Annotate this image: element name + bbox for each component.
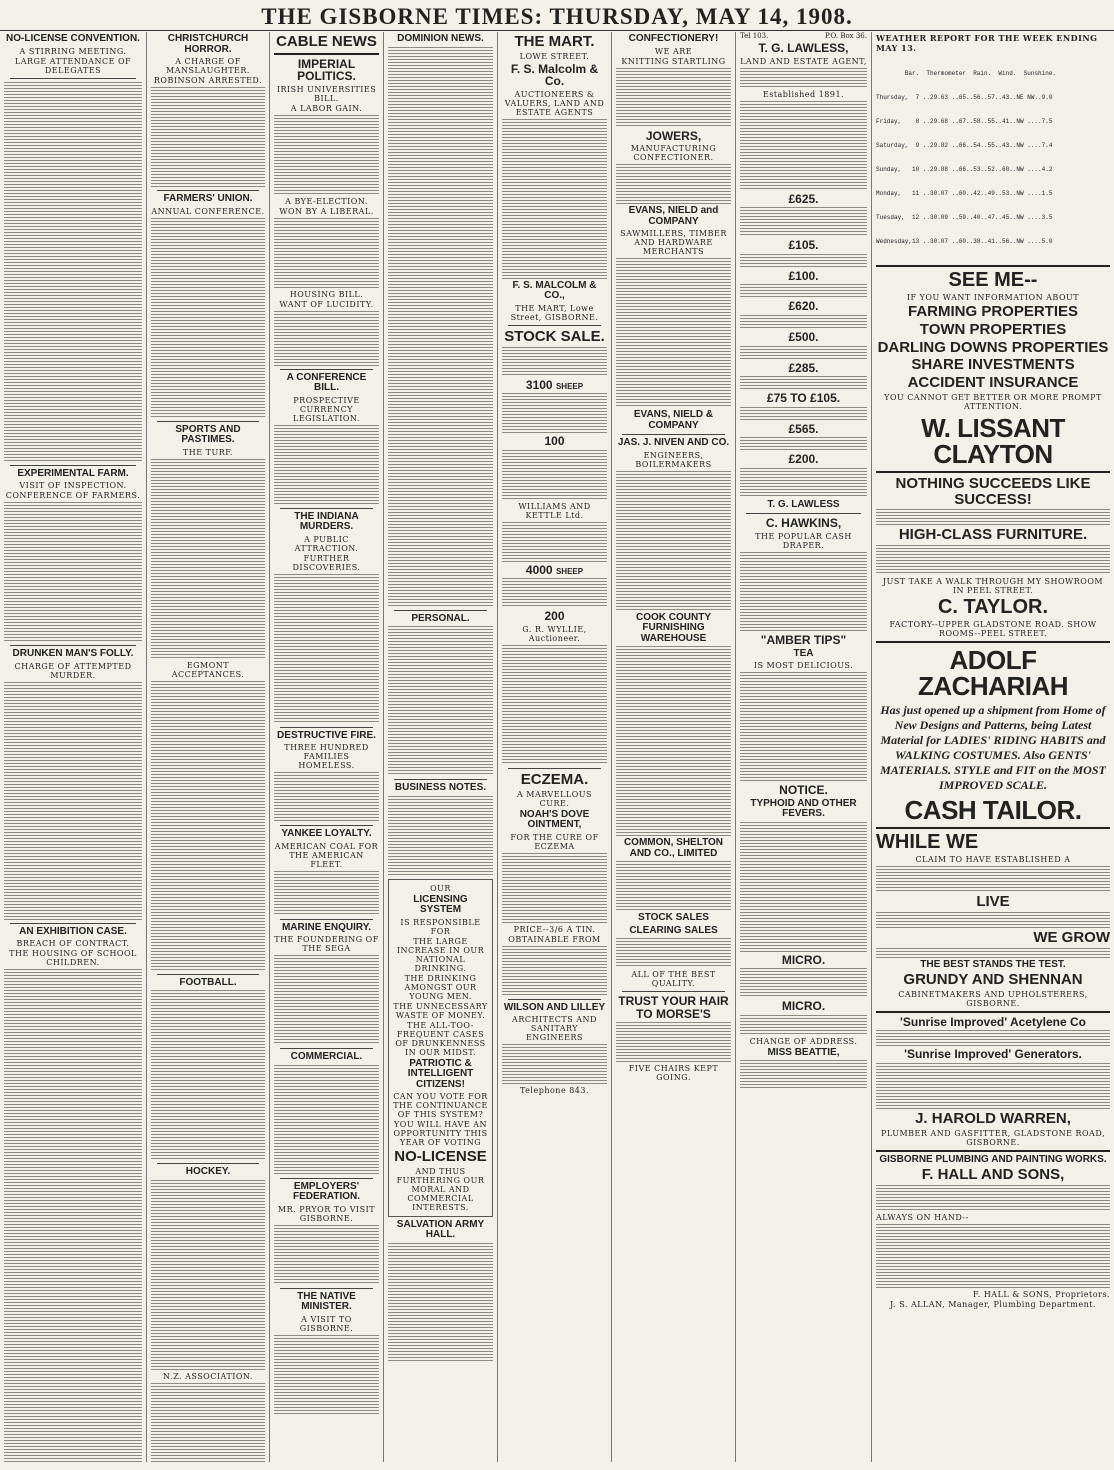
ad-amber-tips: "AMBER TIPS": [760, 633, 847, 648]
subhead: LARGE ATTENDANCE OF DELEGATES: [14, 56, 132, 75]
divider: [280, 508, 373, 509]
divider: [876, 471, 1110, 473]
ad-line: SHARE INVESTMENTS: [911, 356, 1075, 374]
price: £285.: [788, 360, 819, 375]
headline-business-notes: BUSINESS NOTES.: [394, 782, 487, 793]
ad-body: [740, 68, 867, 88]
ad-miss-beattie: MISS BEATTIE,: [767, 1046, 840, 1058]
article-body: [151, 87, 265, 187]
subhead: WON BY A LIBERAL.: [279, 206, 374, 216]
article-body: [274, 115, 379, 195]
subhead: A CHARGE OF MANSLAUGHTER.: [166, 57, 250, 75]
ad-body: [616, 861, 731, 911]
subhead: CONFERENCE OF FARMERS.: [5, 491, 141, 500]
ad-notice: NOTICE.: [779, 783, 828, 798]
column-3: [270, 32, 384, 1462]
price: £565.: [788, 421, 819, 436]
subhead: FURTHER DISCOVERIES.: [292, 553, 361, 572]
ad-body: [740, 672, 867, 782]
ad-body: [502, 645, 607, 765]
ad-line: Established 1891.: [762, 89, 845, 99]
headline-farmers-union: FARMERS' UNION.: [163, 193, 253, 204]
ad-line: ALL OF THE BEST QUALITY.: [631, 970, 716, 989]
divider: [10, 645, 136, 646]
article-body: [274, 1065, 379, 1175]
ad-line: CABINETMAKERS AND UPHOLSTERERS, GISBORNE.: [898, 989, 1088, 1008]
ad-number-label: SHEEP: [555, 381, 584, 391]
divider: [157, 974, 259, 975]
divider: [508, 325, 601, 326]
ad-line: IS RESPONSIBLE FOR: [400, 917, 481, 936]
ad-zachariah-text: Has just opened up a shipment from Home of New Designs and Patterns, being Latest Material for LADIES' RIDING HABITS and WALKING COSTUMES. Also GENTS' MATERIALS. STYLE and FIT on the MOST IMPROVED SCALE.: [880, 703, 1106, 792]
price: £105.: [788, 238, 819, 253]
ad-wilson-lilley: WILSON AND LILLEY: [503, 1001, 606, 1013]
ad-line: THE LARGE INCREASE IN OUR NATIONAL DRINKING.: [396, 936, 485, 973]
column-5: [498, 32, 612, 1462]
subhead: WANT OF LUCIDITY.: [279, 299, 374, 309]
ad-niven: JAS. J. NIVEN AND CO.: [617, 437, 730, 449]
ad-line: KNITTING STARTLING: [621, 56, 726, 66]
masthead-title: THE GISBORNE TIMES: THURSDAY, MAY 14, 1908.: [261, 4, 853, 29]
article-body: [274, 955, 379, 1045]
ad-live: LIVE: [976, 893, 1010, 910]
price: £75 TO £105.: [766, 391, 841, 406]
subhead: THREE HUNDRED FAMILIES HOMELESS.: [284, 743, 369, 771]
ad-body: [876, 509, 1110, 525]
divider: [876, 265, 1110, 267]
headline-imperial-politics: IMPERIAL POLITICS.: [297, 56, 356, 84]
ad-high-class-furniture: HIGH-CLASS FURNITURE.: [898, 526, 1088, 544]
ad-line: WE ARE: [654, 46, 693, 56]
headline-commercial: COMMERCIAL.: [290, 1051, 363, 1063]
ad-body: [616, 646, 731, 836]
ad-line: SAWMILLERS, TIMBER AND HARDWARE MERCHANTS: [620, 229, 727, 257]
ad-line: FACTORY--UPPER GLADSTONE ROAD. SHOW ROOMS--PEEL STREET.: [889, 620, 1097, 638]
ad-typhoid: TYPHOID AND OTHER FEVERS.: [750, 797, 857, 820]
divider: [508, 768, 601, 769]
article-body: [274, 772, 379, 822]
divider: [876, 1150, 1110, 1152]
column-4: [384, 32, 498, 1462]
subhead: CHARGE OF ATTEMPTED MURDER.: [14, 661, 132, 680]
ad-body: [740, 315, 867, 329]
subhead: HOUSING BILL.: [289, 289, 364, 299]
subhead: BREACH OF CONTRACT.: [16, 939, 130, 948]
ad-evans-nield-2: EVANS, NIELD & COMPANY: [633, 409, 714, 431]
subhead: THE HOUSING OF SCHOOL CHILDREN.: [9, 949, 137, 967]
subhead: AMERICAN COAL FOR THE AMERICAN FLEET.: [274, 841, 379, 869]
ad-jowers: JOWERS,: [645, 128, 702, 143]
ad-line: PATRIOTIC & INTELLIGENT CITIZENS!: [407, 1057, 474, 1090]
ad-cash-tailor: CASH TAILOR.: [904, 795, 1082, 825]
ad-line: WILLIAMS AND KETTLE Ltd.: [518, 501, 591, 520]
ad-line: IS MOST DELICIOUS.: [753, 661, 854, 671]
ad-we-grow: WE GROW: [1033, 928, 1110, 946]
ad-nothing-succeeds: NOTHING SUCCEEDS LIKE SUCCESS!: [895, 474, 1091, 508]
ad-cook-county: COOK COUNTY FURNISHING WAREHOUSE: [636, 611, 711, 644]
article-body: [274, 425, 379, 505]
ad-body: [616, 471, 731, 611]
ad-body: [876, 948, 1110, 958]
divider: [876, 641, 1110, 643]
ad-body: [740, 1015, 867, 1035]
article-body: [274, 311, 379, 366]
ad-line: IF YOU WANT INFORMATION ABOUT: [906, 293, 1080, 302]
headline-exhibition-case: AN EXHIBITION CASE.: [19, 925, 127, 937]
ad-body: [740, 254, 867, 268]
column-7: [736, 32, 872, 1462]
ad-body: [616, 164, 731, 204]
ad-body: [740, 552, 867, 632]
divider: [622, 434, 725, 435]
ad-body: [616, 938, 731, 968]
ad-line: CHANGE OF ADDRESS.: [749, 1036, 858, 1046]
ad-line: MANUFACTURING CONFECTIONER.: [630, 144, 717, 163]
weather-row: Monday, 11 ..30.07 ..60..42..49..53..NW ....1.5: [876, 190, 1053, 197]
ad-adolf-zachariah: ADOLF ZACHARIAH: [917, 645, 1069, 701]
ad-body: [876, 866, 1110, 892]
article-body: [151, 681, 265, 971]
ad-body: [740, 822, 867, 952]
ad-line: AUCTIONEERS & VALUERS, LAND AND ESTATE AGENTS: [504, 89, 605, 117]
ad-body: [740, 1060, 867, 1090]
ad-number: 100: [544, 434, 565, 449]
ad-sunrise-generators: 'Sunrise Improved' Generators.: [904, 1047, 1082, 1062]
ad-line: CLAIM TO HAVE ESTABLISHED A: [915, 855, 1071, 864]
ad-body: [502, 347, 607, 377]
ad-body: [502, 119, 607, 279]
ad-body: [740, 468, 867, 498]
ad-line: JUST TAKE A WALK THROUGH MY SHOWROOM IN PEEL STREET.: [882, 577, 1104, 595]
ad-common-shelton: COMMON, SHELTON AND CO., LIMITED: [623, 837, 724, 859]
po-box: P.O. Box 36.: [825, 32, 867, 40]
price: £200.: [788, 452, 819, 467]
ad-line: LOWE STREET.: [519, 51, 590, 61]
subhead: PROSPECTIVE CURRENCY LEGISLATION.: [293, 395, 360, 423]
price: £620.: [788, 299, 819, 314]
divider: [508, 999, 601, 1000]
ad-micro-2: MICRO.: [781, 999, 826, 1014]
ad-line: YOU CANNOT GET BETTER OR MORE PROMPT ATTENTION.: [884, 392, 1102, 411]
ad-sunrise-co: 'Sunrise Improved' Acetylene Co: [900, 1014, 1086, 1029]
subhead: IRISH UNIVERSITIES BILL.: [276, 84, 377, 103]
ad-line: ALWAYS ON HAND--: [876, 1212, 969, 1222]
ad-morses: TRUST YOUR HAIR TO MORSE'S: [618, 994, 729, 1021]
ad-line: F. HALL & SONS, Proprietors.: [972, 1289, 1110, 1299]
headline-sports: SPORTS AND PASTIMES.: [175, 423, 241, 445]
divider: [280, 1288, 373, 1289]
ad-body: [740, 346, 867, 360]
weather-row: Thursday, 7 ..29.63 ..65..56..57..43..NE NW..9.0: [876, 94, 1053, 101]
article-body: [151, 218, 265, 418]
headline-employers-federation: EMPLOYERS' FEDERATION.: [292, 1180, 361, 1203]
subhead: EGMONT ACCEPTANCES.: [171, 660, 245, 679]
headline-native-minister: THE NATIVE MINISTER.: [297, 1290, 356, 1313]
ad-body: [502, 946, 607, 996]
article-body: [151, 459, 265, 659]
ad-body: [740, 376, 867, 390]
ad-body: [876, 1030, 1110, 1046]
headline-experimental-farm: EXPERIMENTAL FARM.: [17, 467, 129, 479]
headline-destructive-fire: DESTRUCTIVE FIRE.: [277, 729, 376, 741]
ad-line: THE MART, Lowe Street, GISBORNE.: [510, 303, 599, 322]
ad-line: ACCIDENT INSURANCE: [907, 374, 1079, 391]
divider: [876, 827, 1110, 829]
price: £100.: [788, 268, 819, 283]
ad-lawless-2: T. G. LAWLESS: [767, 498, 840, 510]
ad-body: [502, 450, 607, 500]
article-body: [388, 47, 493, 607]
divider: [274, 53, 379, 55]
ad-body: [616, 1022, 731, 1062]
ad-body: [502, 393, 607, 433]
article-body: [4, 969, 142, 1462]
divider: [280, 1048, 373, 1049]
ad-the-mart: THE MART.: [514, 33, 595, 50]
headline-cable-news: CABLE NEWS: [276, 33, 377, 50]
divider: [280, 727, 373, 728]
article-body: [274, 1225, 379, 1285]
divider: [157, 1163, 259, 1164]
ad-body: [740, 437, 867, 451]
divider: [157, 190, 259, 191]
subhead: A LABOR GAIN.: [290, 103, 363, 113]
ad-body: [876, 1063, 1110, 1109]
article-body: [4, 82, 142, 462]
ad-number: [502, 564, 607, 577]
headline-drunken-man: DRUNKEN MAN'S FOLLY.: [12, 648, 134, 659]
headline-yankee-loyalty: YANKEE LOYALTY.: [281, 828, 372, 840]
ad-line: DARLING DOWNS PROPERTIES: [877, 338, 1109, 356]
ad-line: YOU WILL HAVE AN OPPORTUNITY THIS YEAR OF VOTING: [393, 1120, 488, 1147]
price: £500.: [788, 329, 819, 344]
subhead: N.Z. ASSOCIATION.: [163, 1371, 253, 1381]
ad-body: [876, 1224, 1110, 1288]
ad-line: ARCHITECTS AND SANITARY ENGINEERS: [512, 1015, 597, 1043]
divider: [746, 513, 861, 514]
ad-body: [740, 207, 867, 237]
ad-line: AND THUS FURTHERING OUR MORAL AND COMMERCIAL INTERESTS.: [396, 1166, 485, 1212]
ad-evans-nield: EVANS, NIELD and COMPANY: [628, 205, 719, 227]
article-body: [151, 1180, 265, 1370]
ad-grundy-shennan: GRUNDY AND SHENNAN: [903, 971, 1083, 988]
headline-dominion-news: DOMINION NEWS.: [397, 33, 484, 44]
subhead: A BYE-ELECTION.: [285, 196, 368, 206]
divider: [280, 825, 373, 826]
ad-body: [876, 912, 1110, 928]
divider: [10, 465, 136, 466]
headline-no-license: NO-LICENSE CONVENTION.: [6, 33, 140, 44]
headline-football: FOOTBALL.: [179, 976, 237, 988]
ad-while-we: WHILE WE: [876, 831, 979, 853]
article-body: [388, 626, 493, 776]
ad-body: [876, 1185, 1110, 1211]
ad-line: THE POPULAR CASH DRAPER.: [755, 532, 852, 551]
subhead: THE TURF.: [182, 447, 234, 457]
ad-malcolm-2: F. S. MALCOLM & CO.,: [512, 279, 597, 302]
no-license-ad: [388, 879, 493, 1217]
subhead: A VISIT TO GISBORNE.: [299, 1314, 354, 1333]
ad-body: [740, 101, 867, 191]
ad-f-hall: F. HALL AND SONS,: [921, 1166, 1065, 1184]
ad-body: [502, 578, 607, 608]
ad-body: [740, 407, 867, 421]
weather-row: Sunday, 10 ..29.88 ..66..53..52..60..NW ....4.2: [876, 166, 1053, 173]
ad-line: FIVE CHAIRS KEPT GOING.: [628, 1064, 719, 1083]
headline-salvation-army: SALVATION ARMY HALL.: [396, 1218, 485, 1241]
divider: [280, 1178, 373, 1179]
ad-line: OUR: [430, 883, 451, 893]
ad-lissant-clayton: W. LISSANT CLAYTON: [921, 412, 1065, 469]
divider: [157, 421, 259, 422]
ad-line: TEA: [793, 647, 814, 659]
subhead: ROBINSON ARRESTED.: [153, 76, 263, 85]
weather-table: [876, 54, 1110, 262]
ad-harold-warren: J. HAROLD WARREN,: [915, 1109, 1071, 1127]
column-8: [872, 32, 1114, 1462]
divider: [280, 919, 373, 920]
ad-body: [876, 545, 1110, 575]
ad-confectionery: CONFECTIONERY!: [628, 33, 719, 44]
ad-c-taylor: C. TAYLOR.: [937, 596, 1048, 618]
masthead: [0, 0, 1114, 31]
divider: [394, 779, 487, 780]
ad-line: LAND AND ESTATE AGENT,: [740, 56, 867, 66]
weather-row: Wednesday,13 ..30.07 ..60..38..41..56..NW ....5.0: [876, 238, 1053, 245]
ad-body: [616, 258, 731, 408]
article-body: [4, 502, 142, 642]
column-2: [147, 32, 270, 1462]
ad-number-value: 4000: [525, 562, 553, 577]
article-body: [388, 796, 493, 876]
article-body: [274, 218, 379, 288]
ad-line: LICENSING SYSTEM: [413, 893, 468, 915]
ad-gisborne-plumbing: GISBORNE PLUMBING AND PAINTING WORKS.: [879, 1153, 1107, 1165]
ad-number: [502, 379, 607, 392]
ad-line: OBTAINABLE FROM: [508, 934, 601, 944]
subhead: VISIT OF INSPECTION.: [19, 481, 127, 490]
ad-clearing-sales: CLEARING SALES: [629, 924, 718, 936]
ad-best-stands: THE BEST STANDS THE TEST.: [920, 958, 1066, 970]
ad-line: TOWN PROPERTIES: [919, 320, 1067, 338]
ad-line: CAN YOU VOTE FOR THE CONTINUANCE OF THIS SYSTEM?: [393, 1092, 488, 1119]
ad-body: [502, 853, 607, 923]
headline-hockey: HOCKEY.: [185, 1166, 231, 1177]
divider: [10, 78, 136, 79]
ad-line: J. S. ALLAN, Manager, Plumbing Department.: [890, 1299, 1096, 1309]
ad-line: FOR THE CURE OF ECZEMA: [510, 832, 599, 851]
phone-row: [740, 32, 867, 40]
ad-micro: MICRO.: [781, 952, 826, 967]
headline-christchurch-horror: CHRISTCHURCH HORROR.: [167, 33, 249, 55]
ad-hawkins: C. HAWKINS,: [765, 516, 842, 531]
article-body: [151, 990, 265, 1160]
ad-number-value: 3100: [525, 377, 553, 392]
ad-stock-sales: STOCK SALES: [638, 912, 709, 924]
telephone: Tel 103.: [740, 32, 769, 40]
ad-line: G. R. WYLLIE, Auctioneer.: [522, 625, 587, 644]
ad-number: 200: [544, 609, 565, 624]
ad-lawless: T. G. LAWLESS,: [758, 41, 849, 55]
ad-body: [616, 68, 731, 128]
ad-noahs-dove: NOAH'S DOVE OINTMENT,: [519, 808, 590, 831]
subhead: A PUBLIC ATTRACTION.: [294, 534, 359, 553]
article-body: [274, 1335, 379, 1415]
divider: [622, 991, 725, 992]
ad-line: A MARVELLOUS CURE.: [516, 789, 593, 808]
weather-row: Saturday, 9 ..29.82 ..66..54..55..43..NW ....7.4: [876, 142, 1053, 149]
divider: [876, 1011, 1110, 1013]
headline-marine-enquiry: MARINE ENQUIRY.: [281, 921, 372, 933]
weather-row: Bar. Thermometer Rain. Wind. Sunshine.: [876, 70, 1057, 77]
ad-line: FARMING PROPERTIES: [907, 303, 1079, 320]
ad-number-label: SHEEP: [555, 566, 584, 576]
ad-line: PRICE--3/6 A TIN.: [513, 924, 596, 934]
article-body: [388, 1243, 493, 1363]
ad-stock-sale: STOCK SALE.: [504, 327, 605, 345]
price: £625.: [788, 191, 819, 206]
weather-row: Friday, 8 ..29.68 ..67..58..55..41..NW ....7.5: [876, 118, 1053, 125]
subhead: A STIRRING MEETING.: [19, 46, 127, 56]
ad-line: PLUMBER AND GASFITTER, GLADSTONE ROAD, GISBORNE.: [880, 1128, 1106, 1147]
subhead: ANNUAL CONFERENCE.: [151, 206, 265, 216]
ad-line: THE DRINKING AMONGST OUR YOUNG MEN.: [404, 973, 477, 1001]
article-body: [274, 574, 379, 724]
article-body: [4, 682, 142, 920]
column-1: [0, 32, 147, 1462]
headline-conference-bill: A CONFERENCE BILL.: [286, 371, 367, 394]
column-6: [612, 32, 736, 1462]
ad-line: THE UNNECESSARY WASTE OF MONEY.: [393, 1001, 488, 1020]
ad-malcolm: F. S. Malcolm & Co.: [510, 61, 599, 89]
weather-report-title: WEATHER REPORT FOR THE WEEK ENDING MAY 13.: [876, 33, 1098, 53]
ad-line: ENGINEERS, BOILERMAKERS: [635, 450, 712, 469]
ad-line: THE ALL-TOO-FREQUENT CASES OF DRUNKENNESS IN OUR MIDST.: [395, 1020, 486, 1057]
weather-row: Tuesday, 12 ..30.09 ..59..40..47..45..NW ....3.5: [876, 214, 1053, 221]
ad-eczema: ECZEMA.: [520, 771, 589, 789]
ad-body: [502, 1044, 607, 1084]
article-body: [274, 871, 379, 916]
subhead: THE FOUNDERING OF THE SEGA: [274, 935, 379, 954]
ad-see-me: SEE ME--: [948, 269, 1038, 291]
ad-line: NO-LICENSE: [394, 1148, 487, 1165]
divider: [10, 923, 136, 924]
ad-line: Telephone 843.: [519, 1086, 590, 1096]
divider: [394, 610, 487, 611]
headline-personal: PERSONAL.: [411, 612, 470, 624]
article-body: [151, 1383, 265, 1463]
ad-body: [740, 968, 867, 998]
subhead: MR. PRYOR TO VISIT GISBORNE.: [277, 1204, 376, 1223]
headline-indiana-murders: THE INDIANA MURDERS.: [294, 510, 359, 533]
ad-body: [740, 284, 867, 298]
ad-body: [502, 522, 607, 562]
divider: [280, 369, 373, 370]
